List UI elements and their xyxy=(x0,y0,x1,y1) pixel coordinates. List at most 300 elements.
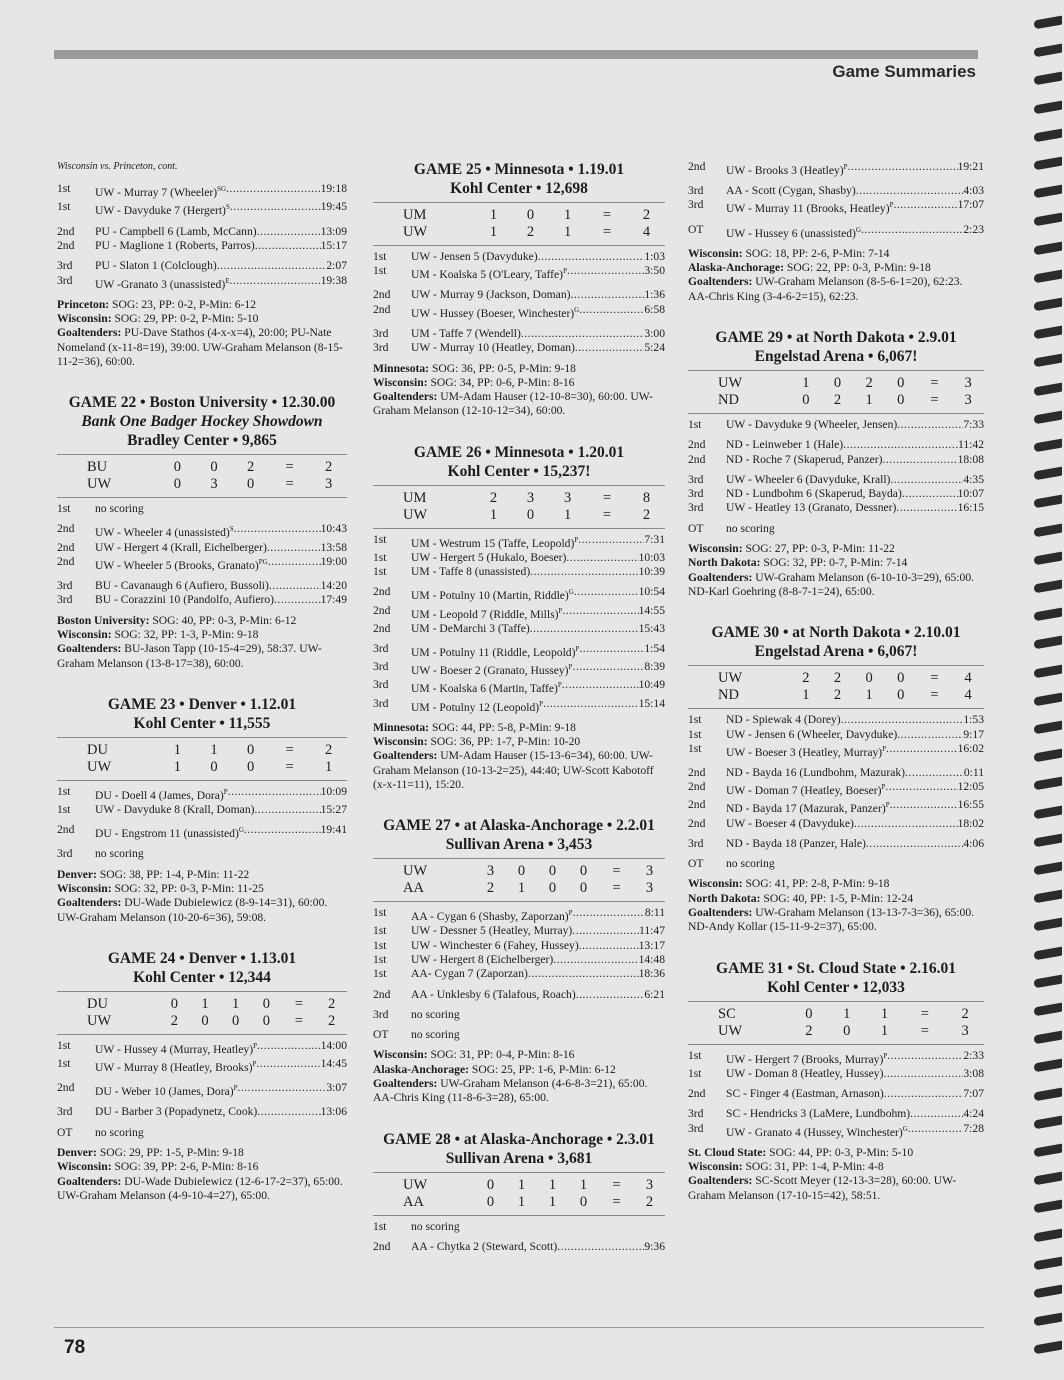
stat-line xyxy=(57,1175,347,1204)
score-cell: 1 xyxy=(880,1005,889,1022)
stat-value: UW-Graham Melanson (6-10-10-3=29), 65:00. ND-Karl Goehring (8-8-7-1=24), 65:00. xyxy=(688,570,975,598)
game-25 xyxy=(373,160,665,419)
goal-row xyxy=(373,264,665,282)
goal-scorer: BU - Cavanaugh 6 (Aufiero, Bussoli) xyxy=(95,579,269,593)
binding-ring xyxy=(1034,269,1062,283)
score-cell: 3 xyxy=(526,489,535,506)
goal-detail xyxy=(95,555,347,573)
goal-detail xyxy=(95,274,347,292)
game-venue: Kohl Center • 11,555 xyxy=(133,714,271,732)
leader-dots xyxy=(579,939,639,953)
goal-type: P xyxy=(252,1060,257,1069)
goal-period: 3rd xyxy=(373,696,389,710)
goal-scorer: UW - Davyduke 9 (Wheeler, Jensen) xyxy=(726,417,898,431)
goal-time: 17:07 xyxy=(957,198,984,212)
goal-description xyxy=(411,622,530,636)
score-cell: 1 xyxy=(563,207,572,223)
goal-description xyxy=(95,502,144,516)
binding-ring xyxy=(1034,439,1062,453)
goal-row xyxy=(57,225,347,239)
leader-dots xyxy=(144,1126,347,1140)
score-cell: 0 xyxy=(548,880,557,897)
score-cell: 1 xyxy=(517,1193,526,1210)
goal-type: P xyxy=(233,1084,238,1093)
binding-ring xyxy=(1034,44,1062,58)
score-row xyxy=(688,1023,984,1040)
goal-row xyxy=(373,288,665,302)
goal-period: 3rd xyxy=(688,836,704,850)
goal-scorer: ND - Bayda 17 (Mazurak, Panzer) xyxy=(726,802,886,816)
goal-period: 2nd xyxy=(688,160,706,173)
stat-label: Princeton: xyxy=(57,297,110,311)
score-cell: 2 xyxy=(325,459,333,476)
binding-ring xyxy=(1034,1031,1062,1045)
score-cell: 3 xyxy=(961,1022,969,1039)
stat-line xyxy=(688,892,984,906)
goal-row xyxy=(373,906,665,924)
goal-detail xyxy=(411,622,665,636)
goal-description xyxy=(411,697,543,715)
goal-row xyxy=(688,1067,984,1081)
goal-row xyxy=(373,953,665,967)
stat-label: Wisconsin: xyxy=(688,877,743,891)
stat-label: Wisconsin: xyxy=(57,627,112,641)
goal-description xyxy=(95,1057,256,1075)
score-cell: 2 xyxy=(865,374,873,391)
goal-detail xyxy=(726,160,984,178)
goal-time: 10:54 xyxy=(638,585,665,599)
goal-scorer: UW - Jensen 6 (Wheeler, Davyduke) xyxy=(726,727,898,741)
binding-ring xyxy=(1034,636,1062,650)
goal-period: 3rd xyxy=(688,501,704,515)
goal-time: 2:23 xyxy=(963,222,984,236)
leader-dots xyxy=(244,823,321,841)
goal-row xyxy=(57,1126,347,1140)
goal-detail xyxy=(726,501,984,515)
goal-scorer: no scoring xyxy=(411,1219,460,1233)
goal-period: 2nd xyxy=(373,1239,391,1253)
goal-row xyxy=(57,200,347,218)
binding-ring xyxy=(1034,1115,1062,1129)
goal-row xyxy=(373,1220,665,1234)
goal-scorer: UM - Potulny 12 (Leopold) xyxy=(411,700,540,714)
goal-row xyxy=(688,1049,984,1067)
stat-line xyxy=(57,298,347,312)
goal-time: 14:45 xyxy=(320,1057,347,1071)
game-stats xyxy=(373,1048,665,1105)
score-cell: 2 xyxy=(486,880,495,897)
game-stats xyxy=(688,247,984,304)
leader-dots xyxy=(460,1008,665,1022)
column-1 xyxy=(57,160,347,1203)
goal-period: 3rd xyxy=(57,579,73,593)
game-stats xyxy=(688,877,984,934)
score-cell: 0 xyxy=(897,391,905,408)
stat-line xyxy=(57,628,347,642)
goal-detail xyxy=(411,953,665,967)
score-cell: 3 xyxy=(210,476,218,493)
score-row xyxy=(688,1006,984,1023)
team-abbr: AA xyxy=(403,1193,424,1210)
goal-detail xyxy=(95,1081,347,1099)
goal-description xyxy=(95,522,234,540)
leader-dots xyxy=(890,798,958,816)
goal-scorer: UM - Koalska 5 (O'Leary, Taffe) xyxy=(411,268,564,282)
binding-ring xyxy=(1034,1172,1062,1186)
leader-dots xyxy=(557,1240,644,1254)
score-table xyxy=(373,863,665,897)
score-cell: 0 xyxy=(246,476,255,493)
goal-row xyxy=(688,837,984,851)
leader-dots xyxy=(572,924,639,938)
goal-period: OT xyxy=(688,857,704,871)
goal-detail xyxy=(95,593,347,607)
stat-value: SOG: 29, PP: 1-5, P-Min: 9-18 xyxy=(96,1145,244,1159)
game-27 xyxy=(373,816,665,1105)
score-table xyxy=(688,375,984,409)
game-venue: Kohl Center • 15,237! xyxy=(447,462,591,480)
rule xyxy=(57,454,347,455)
score-cell: 1 xyxy=(517,880,526,897)
goal-period: 1st xyxy=(688,417,702,431)
score-cell: 0 xyxy=(210,459,218,476)
goal-scorer: ND - Roche 7 (Skaperud, Panzer) xyxy=(726,452,883,466)
score-cell: 0 xyxy=(210,758,218,775)
binding-ring xyxy=(1034,326,1062,340)
goal-row xyxy=(57,274,347,292)
goal-description xyxy=(411,939,579,953)
goal-type: E xyxy=(225,276,230,285)
goal-description xyxy=(411,967,528,981)
goal-detail xyxy=(95,847,347,861)
goal-description xyxy=(95,1039,257,1057)
goal-detail xyxy=(726,223,984,241)
page-header: Game Summaries xyxy=(832,62,976,81)
stat-value: UW-Graham Melanson (4-6-8-3=21), 65:00. AA-Chris King (11-8-6-3=28), 65:00. xyxy=(373,1076,648,1105)
score-cell: 0 xyxy=(548,863,557,880)
stat-label: North Dakota: xyxy=(688,556,761,570)
goal-row xyxy=(57,259,347,273)
binding-ring xyxy=(1034,692,1062,706)
game-venue: Sullivan Arena • 3,681 xyxy=(445,1149,593,1167)
leader-dots xyxy=(460,1220,665,1234)
goal-row xyxy=(373,565,665,579)
stat-line xyxy=(57,326,347,369)
game-28-continued xyxy=(688,160,984,304)
goal-row xyxy=(57,1039,347,1057)
goal-row xyxy=(688,1107,984,1121)
goal-detail xyxy=(726,1107,984,1121)
game-stats xyxy=(57,614,347,671)
goal-time: 10:49 xyxy=(638,678,665,692)
goal-row xyxy=(57,847,347,861)
goal-row xyxy=(688,780,984,798)
goal-period: OT xyxy=(688,521,704,535)
leader-dots xyxy=(234,522,321,540)
score-table xyxy=(373,490,665,524)
leader-dots xyxy=(841,713,964,727)
leader-dots xyxy=(843,438,958,452)
stat-label: Wisconsin: xyxy=(688,542,743,556)
goal-detail xyxy=(411,924,665,938)
score-cell: 3 xyxy=(964,391,972,408)
stat-line xyxy=(373,1063,665,1077)
leader-dots xyxy=(567,264,644,282)
goal-row xyxy=(688,453,984,467)
binding-ring xyxy=(1034,664,1062,678)
team-abbr: UW xyxy=(403,506,428,523)
goal-scorer: UM - DeMarchi 3 (Taffe) xyxy=(411,621,530,635)
leader-dots xyxy=(856,184,964,198)
binding-ring xyxy=(1034,777,1062,791)
goal-description xyxy=(726,817,854,831)
stat-value: SOG: 31, PP: 1-4, P-Min: 4-8 xyxy=(742,1160,884,1174)
score-cell: 1 xyxy=(802,687,810,704)
game-stats xyxy=(57,1146,347,1203)
goal-time: 10:09 xyxy=(320,784,347,798)
score-row xyxy=(373,880,665,897)
score-cell: = xyxy=(294,995,304,1012)
leader-dots xyxy=(902,487,958,501)
goal-time: 12:05 xyxy=(957,780,984,794)
goal-detail xyxy=(726,1087,984,1101)
goal-description xyxy=(726,223,861,241)
goal-scorer: UW - Murray 11 (Brooks, Heatley) xyxy=(726,202,890,216)
score-row xyxy=(373,1194,665,1211)
stat-line xyxy=(57,896,347,925)
score-cell: 2 xyxy=(833,670,842,687)
goal-type: P xyxy=(882,744,887,753)
score-cell: 0 xyxy=(232,1012,240,1029)
team-abbr: UW xyxy=(403,863,428,880)
score-cell: 1 xyxy=(563,506,572,523)
header-rule xyxy=(54,50,978,59)
rule xyxy=(373,528,665,529)
stat-line xyxy=(57,312,347,326)
goal-detail xyxy=(95,803,347,817)
goal-description xyxy=(411,288,570,302)
goal-period: 1st xyxy=(57,784,71,798)
goal-description xyxy=(411,1028,460,1042)
goal-type: P xyxy=(253,1041,257,1050)
goal-scorer: UW - Boeser 4 (Davyduke) xyxy=(726,816,854,830)
goal-period: 3rd xyxy=(688,1121,704,1135)
game-venue: Engelstad Arena • 6,067! xyxy=(754,347,918,365)
goal-scorer: UM - Westrum 15 (Taffe, Leopold) xyxy=(411,536,575,550)
stat-line xyxy=(373,1048,665,1062)
stat-value: SOG: 36, PP: 1-7, P-Min: 10-20 xyxy=(427,734,581,748)
goal-detail xyxy=(726,198,984,216)
goal-row xyxy=(57,803,347,817)
rule xyxy=(373,202,665,203)
rule xyxy=(57,780,347,781)
leader-dots xyxy=(866,837,963,851)
stat-value: SOG: 34, PP: 0-6, P-Min: 8-16 xyxy=(427,375,575,389)
stat-value: PU-Dave Stathos (4-x-x=4), 20:00; PU-Nate Nomeland (x-11-8=19), 39:00. UW-Graham Melanson (8-15-11-2=36), 60:00. xyxy=(57,326,343,368)
goal-description xyxy=(411,1240,557,1254)
binding-ring xyxy=(1034,128,1062,142)
goal-detail xyxy=(411,585,665,603)
score-cell: = xyxy=(930,391,939,408)
goal-time: 13:06 xyxy=(320,1105,347,1119)
binding-ring xyxy=(1034,16,1062,30)
goal-period: 3rd xyxy=(688,184,704,198)
team-abbr: ND xyxy=(718,391,739,408)
stat-label: Wisconsin: xyxy=(688,246,743,260)
score-cell: = xyxy=(294,1012,304,1029)
goal-time: 15:43 xyxy=(638,621,665,635)
goal-type: P xyxy=(574,535,579,544)
goal-type: P xyxy=(889,201,894,210)
goal-time: 15:27 xyxy=(320,802,347,816)
team-abbr: UW xyxy=(718,374,743,391)
binding-ring xyxy=(1034,721,1062,735)
stat-label: Boston University: xyxy=(57,613,150,627)
stat-value: SOG: 31, PP: 0-4, P-Min: 8-16 xyxy=(427,1048,575,1062)
score-cell: 1 xyxy=(232,995,240,1012)
goal-scorer: UW - Hergert 8 (Eichelberger) xyxy=(411,952,554,966)
score-cell: 1 xyxy=(173,741,181,758)
goal-period: 3rd xyxy=(373,660,389,674)
leader-dots xyxy=(910,1107,963,1121)
stat-line xyxy=(373,376,665,390)
leader-dots xyxy=(267,541,321,555)
goal-period: 1st xyxy=(373,1219,387,1233)
goal-period: 1st xyxy=(373,264,387,278)
goal-description xyxy=(411,953,553,967)
goal-row xyxy=(373,327,665,341)
goal-period: 1st xyxy=(373,938,387,952)
score-cell: 0 xyxy=(865,670,873,687)
score-cell: = xyxy=(285,758,294,775)
goal-row xyxy=(373,678,665,696)
score-cell: 0 xyxy=(173,476,181,493)
game-stats xyxy=(373,721,665,792)
score-cell: 0 xyxy=(897,687,905,704)
binding-ring xyxy=(1034,1256,1062,1270)
score-cell: 1 xyxy=(548,1176,557,1193)
goal-period: 2nd xyxy=(373,603,391,617)
goal-detail xyxy=(95,182,347,200)
goal-row xyxy=(57,1057,347,1075)
score-cell: 1 xyxy=(548,1193,557,1210)
goal-time: 18:02 xyxy=(957,816,984,830)
goal-row xyxy=(57,823,347,841)
score-cell: 3 xyxy=(964,374,972,391)
goal-time: 3:08 xyxy=(963,1066,984,1080)
footer-rule xyxy=(54,1327,984,1328)
score-cell: 0 xyxy=(833,374,842,391)
leader-dots xyxy=(274,593,321,607)
goal-scorer: UW - Davyduke 7 (Hergert) xyxy=(95,204,226,218)
goal-scorer: UW - Hussey (Boeser, Winchester) xyxy=(411,306,575,320)
leader-dots xyxy=(566,551,638,565)
score-cell: 0 xyxy=(805,1005,813,1022)
goal-time: 13:09 xyxy=(320,224,347,238)
score-cell: 2 xyxy=(325,741,333,758)
goal-row xyxy=(373,604,665,622)
goal-scorer: UM - Taffe 8 (unassisted) xyxy=(411,565,531,579)
goal-detail xyxy=(726,837,984,851)
leader-dots xyxy=(257,1105,320,1119)
goal-description xyxy=(726,1049,887,1067)
leader-dots xyxy=(575,341,645,355)
binding-ring xyxy=(1034,1200,1062,1214)
goal-detail xyxy=(95,785,347,803)
stat-value: SOG: 25, PP: 1-6, P-Min: 6-12 xyxy=(468,1062,616,1076)
goal-time: 4:35 xyxy=(963,472,984,486)
binding-ring xyxy=(1034,72,1062,86)
goal-time: 17:49 xyxy=(320,593,347,607)
goal-description xyxy=(411,1220,460,1234)
team-abbr: SC xyxy=(718,1005,736,1022)
score-cell: 1 xyxy=(843,1005,851,1022)
stat-line xyxy=(688,556,984,570)
leader-dots xyxy=(884,1087,964,1101)
goal-detail xyxy=(726,798,984,816)
stat-label: Wisconsin: xyxy=(57,1160,112,1174)
leader-dots xyxy=(268,555,321,573)
score-cell: = xyxy=(285,459,294,476)
leader-dots xyxy=(528,967,639,981)
score-cell: 0 xyxy=(802,391,810,408)
stat-label: Wisconsin: xyxy=(373,734,428,748)
goal-detail xyxy=(726,728,984,742)
goal-scorer: BU - Corazzini 10 (Pandolfo, Aufiero) xyxy=(95,593,275,607)
goal-type: SG xyxy=(217,185,227,194)
stat-value: SOG: 18, PP: 2-6, P-Min: 7-14 xyxy=(742,246,890,260)
goal-scorer: UW - Hergert 5 (Hukalo, Boeser) xyxy=(411,550,567,564)
stat-value: SOG: 36, PP: 0-5, P-Min: 9-18 xyxy=(429,361,576,375)
goal-period: 3rd xyxy=(688,198,704,212)
score-cell: 2 xyxy=(802,670,810,687)
leader-dots xyxy=(460,1028,665,1042)
goal-description xyxy=(726,501,896,515)
binding-ring xyxy=(1034,1087,1062,1101)
leader-dots xyxy=(257,1039,321,1057)
game-venue: Kohl Center • 12,698 xyxy=(450,180,588,197)
stat-label: Minnesota: xyxy=(373,720,430,734)
goal-period: OT xyxy=(373,1028,389,1042)
score-cell: 2 xyxy=(961,1005,969,1022)
goal-description xyxy=(411,341,575,355)
binding-ring xyxy=(1034,495,1062,509)
leader-dots xyxy=(883,1067,963,1081)
goal-type: P xyxy=(539,699,544,708)
stat-label: Wisconsin: xyxy=(688,1160,743,1174)
binding-ring xyxy=(1034,833,1062,847)
goal-row xyxy=(373,939,665,953)
score-cell: 2 xyxy=(645,1193,654,1210)
leader-dots xyxy=(255,239,321,253)
goal-scorer: UW - Hergert 7 (Brooks, Murray) xyxy=(726,1052,884,1066)
goal-scorer: no scoring xyxy=(95,847,144,861)
goal-time: 4:06 xyxy=(963,836,984,850)
stat-value: SOG: 38, PP: 1-4, P-Min: 11-22 xyxy=(96,867,250,881)
goal-type: P xyxy=(568,663,573,672)
goal-time: 14:20 xyxy=(320,579,347,593)
binding-ring xyxy=(1034,523,1062,537)
goal-scorer: UM - Potulny 11 (Riddle, Leopold) xyxy=(411,645,576,659)
goal-description xyxy=(411,551,566,565)
goal-detail xyxy=(411,906,665,924)
goal-row xyxy=(373,1008,665,1022)
goal-period: 3rd xyxy=(57,259,73,273)
goal-period: 2nd xyxy=(688,438,706,452)
goal-row xyxy=(57,785,347,803)
goal-detail xyxy=(411,303,665,321)
leader-dots xyxy=(543,697,639,715)
